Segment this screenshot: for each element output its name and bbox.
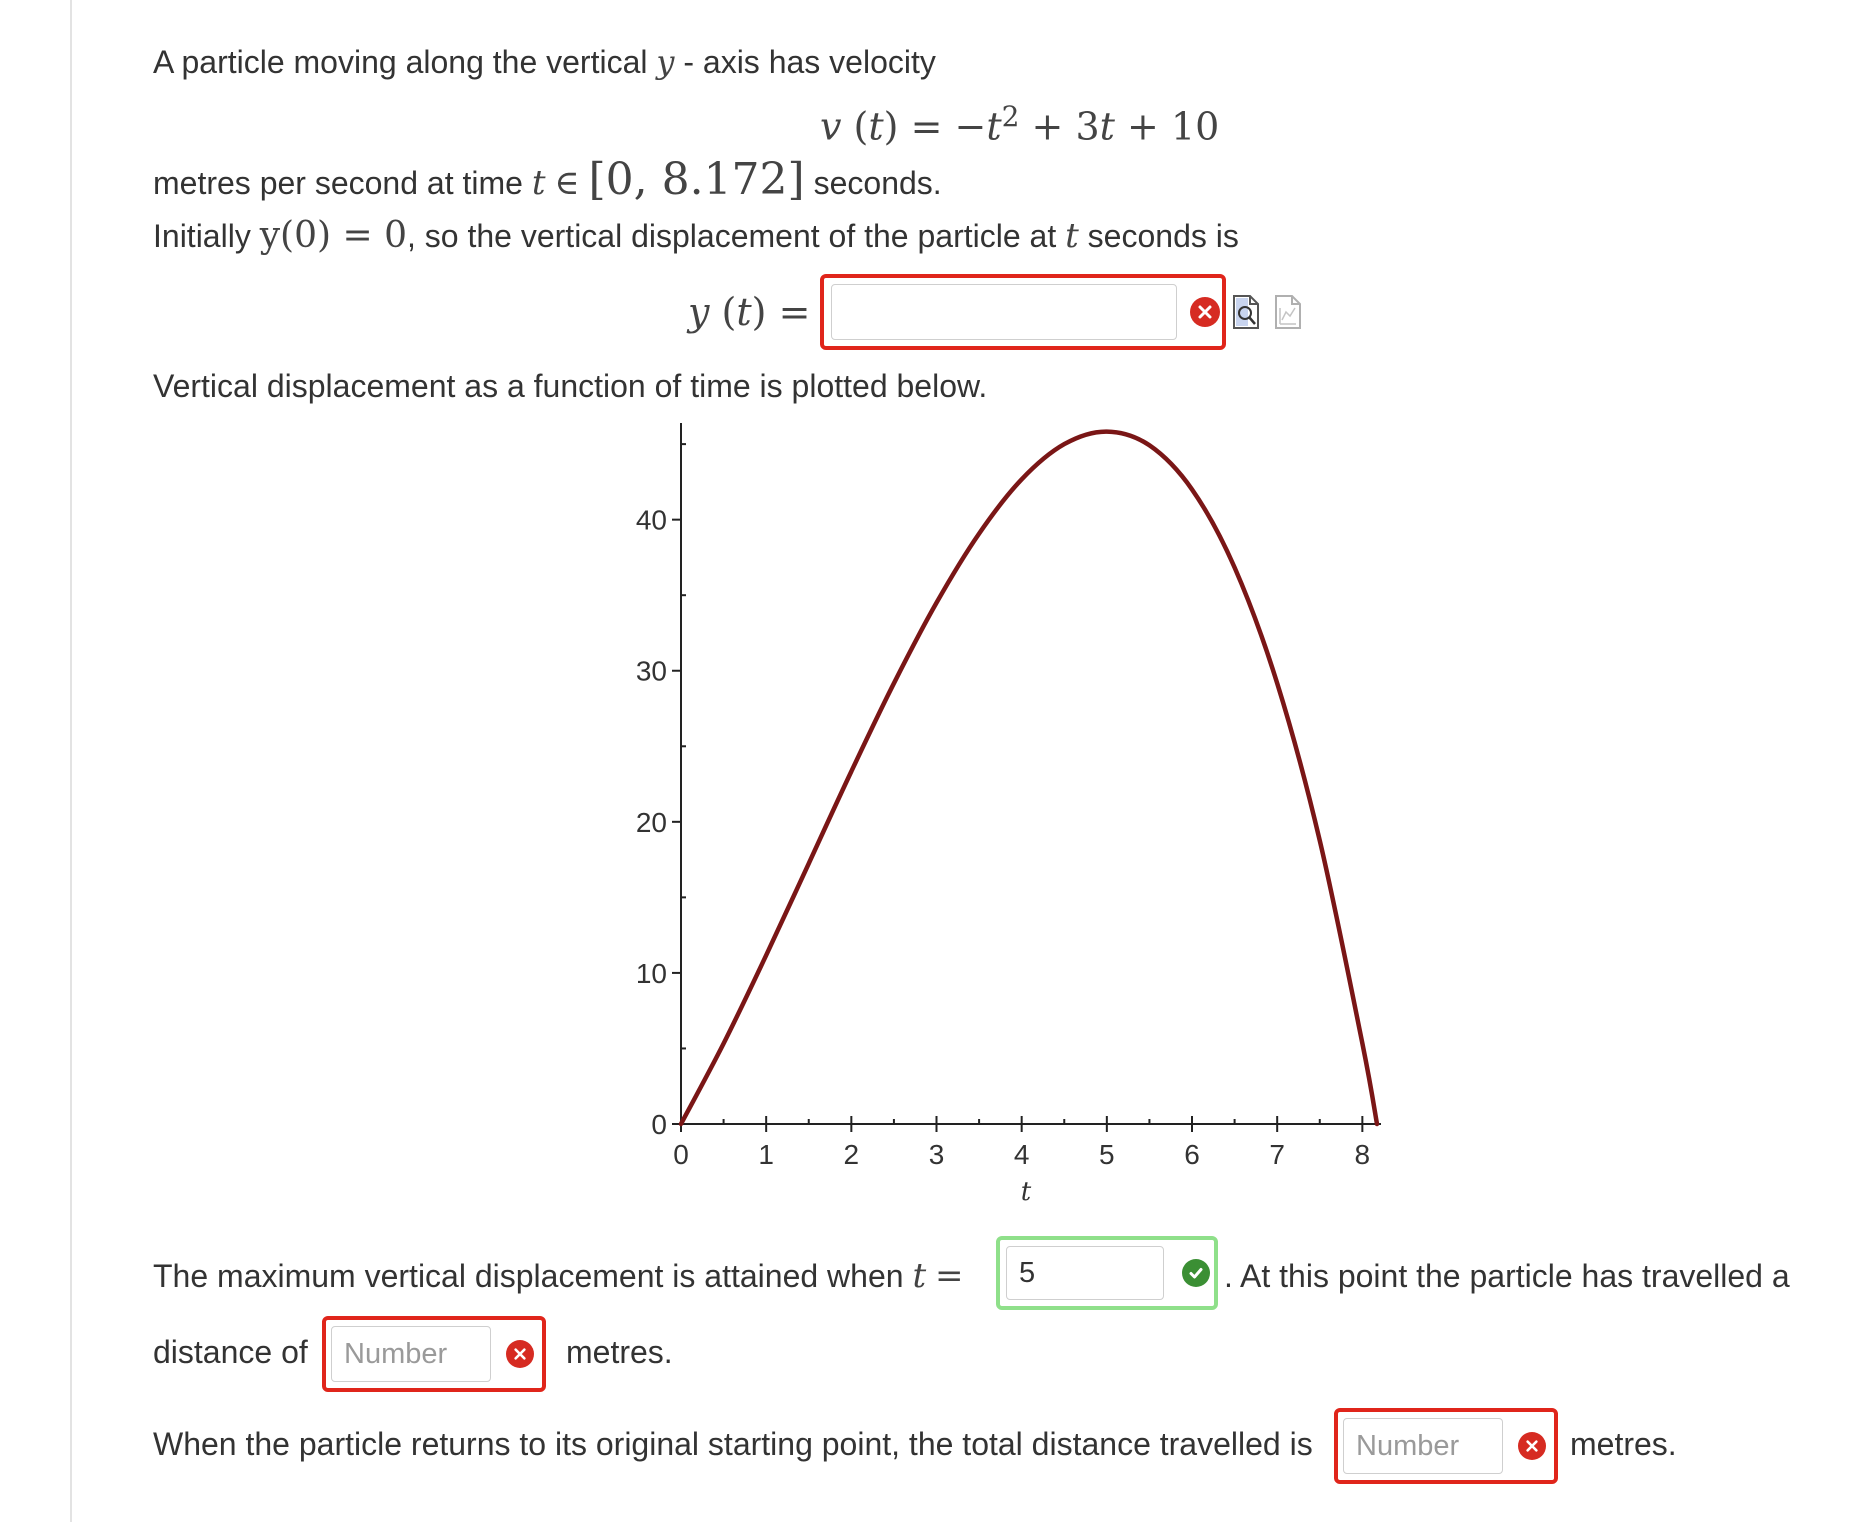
time-interval: [0, 8.172] (588, 154, 805, 205)
formula-exponent: 2 (1001, 100, 1020, 133)
y-tick-label: 0 (651, 1109, 667, 1140)
y-tick-label: 30 (635, 655, 667, 687)
q4-prefix: When the particle returns to its original starting point, the total distance travelled is (153, 1426, 1313, 1462)
x-axis-label: t (1020, 1177, 1032, 1207)
x-tick-label: 5 (1099, 1139, 1115, 1170)
line4-t-var: t (1065, 216, 1079, 256)
label-t: t (736, 290, 752, 334)
formula-minus: − (954, 104, 987, 149)
initial-condition: y(0) = 0 (259, 215, 407, 256)
intro-axis-text: - axis has velocity (683, 44, 936, 80)
x-tick-label: 8 (1354, 1139, 1371, 1170)
x-tick-label: 6 (1184, 1139, 1200, 1170)
formula-equals: = (910, 104, 943, 149)
formula-v: v (820, 104, 842, 149)
q2-equals: = (935, 1256, 964, 1296)
x-tick-label: 1 (758, 1139, 774, 1170)
y-tick-label: 10 (635, 957, 667, 989)
q2-text (153, 1256, 964, 1296)
x-tick-label: 4 (1013, 1139, 1030, 1170)
total-distance-input[interactable] (1343, 1418, 1503, 1474)
q2-prefix: The maximum vertical displacement is attained when (153, 1258, 904, 1294)
formula-plus10: + 10 (1127, 104, 1220, 149)
displacement-text: , so the vertical displacement of the particle at (407, 218, 1057, 254)
time-range-text: metres per second at time (153, 165, 523, 201)
x-tick-label: 7 (1269, 1139, 1285, 1170)
initially-text: Initially (153, 218, 251, 254)
intro-text: A particle moving along the vertical (153, 44, 648, 80)
label-y: y (688, 290, 710, 334)
y-tick-label: 40 (635, 504, 667, 536)
velocity-formula: v $(t) = -t^2 + 3t + 10$ (820, 100, 1220, 149)
x-tick-label: 3 (928, 1139, 945, 1170)
q2-suffix: . At this point the particle has travelled a (1224, 1258, 1790, 1294)
seconds-text: seconds. (813, 165, 942, 201)
error-x-icon (506, 1340, 534, 1368)
formula-plus3: + 3 (1031, 104, 1100, 149)
y-tick-label: 20 (635, 806, 667, 838)
y-of-t-label: y (t) = (688, 290, 811, 334)
displacement-curve (681, 432, 1377, 1124)
distance-input[interactable] (331, 1326, 491, 1382)
element-of-symbol: ∈ (554, 163, 580, 203)
plot-caption: Vertical displacement as a function of time is plotted below. (153, 368, 988, 404)
formula-t-linear: t (1099, 104, 1115, 149)
formula-t-sq: t (986, 104, 1002, 149)
x-tick-label: 2 (843, 1139, 860, 1170)
formula-t: t (868, 104, 884, 149)
correct-check-icon (1182, 1259, 1210, 1287)
max-time-input[interactable] (1006, 1246, 1164, 1300)
q3-prefix: distance of (153, 1334, 308, 1370)
time-var: t (531, 163, 546, 203)
q4-suffix: metres. (1570, 1426, 1677, 1462)
q3-suffix: metres. (566, 1334, 673, 1370)
q2-t-var: t (912, 1256, 927, 1296)
error-x-icon (1518, 1432, 1546, 1460)
seconds-is-text: seconds is (1087, 218, 1239, 254)
label-equals: = (778, 290, 811, 334)
intro-y-var: y (656, 43, 675, 81)
x-tick-label: 0 (673, 1139, 689, 1170)
